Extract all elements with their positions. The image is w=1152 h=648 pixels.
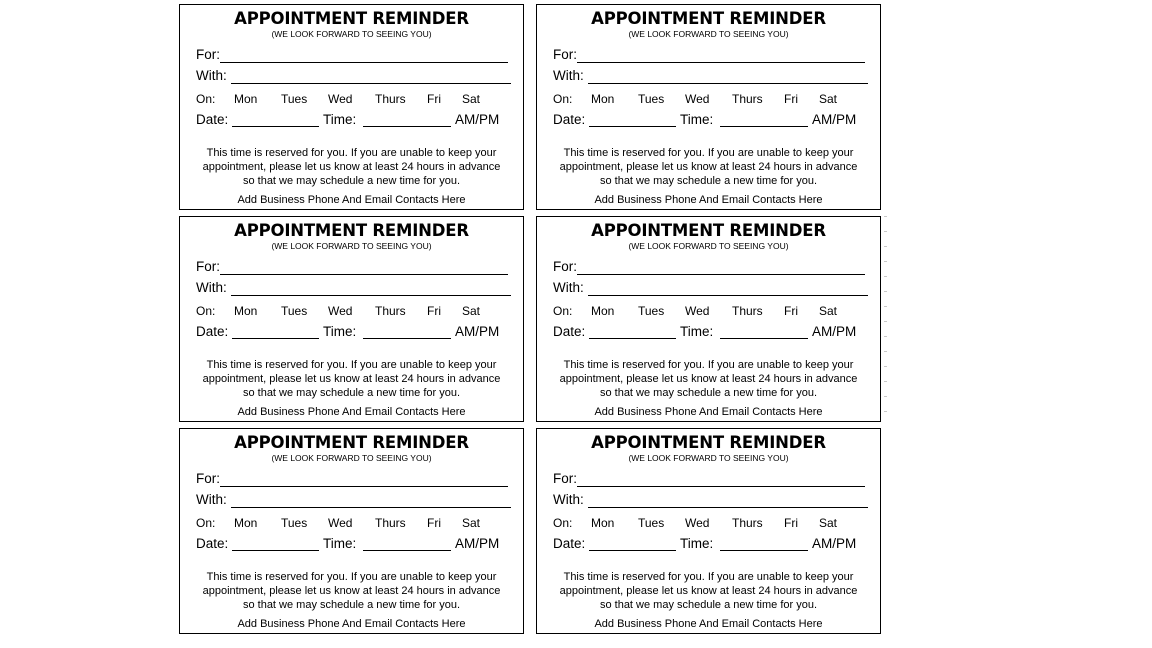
with-line[interactable]: [231, 507, 511, 508]
date-line[interactable]: [232, 338, 319, 339]
on-label: On:: [553, 92, 573, 106]
note-line: appointment, please let us know at least 24 hours in advance: [559, 373, 858, 385]
time-line[interactable]: [363, 550, 451, 551]
with-label: With:: [196, 68, 227, 83]
date-label: Date:: [196, 112, 229, 127]
time-line[interactable]: [363, 126, 451, 127]
appointment-card: [536, 216, 881, 422]
with-line[interactable]: [231, 83, 511, 84]
note-line: so that we may schedule a new time for you.: [599, 387, 818, 399]
on-label: On:: [196, 304, 216, 318]
day-wed[interactable]: Wed: [685, 516, 710, 530]
edge-mark: [884, 411, 887, 412]
appointment-card: [179, 4, 524, 210]
on-label: On:: [196, 92, 216, 106]
for-label: For:: [553, 471, 578, 486]
for-line[interactable]: [577, 486, 865, 487]
ampm-label: AM/PM: [812, 536, 857, 551]
day-thurs[interactable]: Thurs: [375, 92, 406, 106]
time-line[interactable]: [720, 126, 808, 127]
day-wed[interactable]: Wed: [328, 92, 353, 106]
with-label: With:: [553, 280, 584, 295]
edge-mark: [884, 351, 887, 352]
date-label: Date:: [196, 536, 229, 551]
card-title: APPOINTMENT REMINDER: [591, 433, 826, 452]
card-title: APPOINTMENT REMINDER: [591, 221, 826, 240]
with-label: With:: [553, 68, 584, 83]
day-fri[interactable]: Fri: [784, 304, 798, 318]
date-label: Date:: [553, 536, 586, 551]
day-thurs[interactable]: Thurs: [732, 92, 763, 106]
note-line: so that we may schedule a new time for you.: [242, 387, 461, 399]
day-wed[interactable]: Wed: [685, 92, 710, 106]
day-mon[interactable]: Mon: [234, 304, 258, 318]
note-line: so that we may schedule a new time for you.: [599, 599, 818, 611]
reservation-note: [186, 358, 517, 400]
with-label: With:: [196, 492, 227, 507]
card-subtitle: (WE LOOK FORWARD TO SEEING YOU): [628, 241, 789, 251]
on-label: On:: [196, 516, 216, 530]
with-line[interactable]: [588, 507, 868, 508]
note-line: appointment, please let us know at least 24 hours in advance: [202, 161, 501, 173]
note-line: appointment, please let us know at least 24 hours in advance: [559, 161, 858, 173]
business-contacts: Add Business Phone And Email Contacts Here: [237, 406, 466, 418]
edge-mark: [884, 321, 887, 322]
edge-mark: [884, 216, 887, 217]
with-label: With:: [196, 280, 227, 295]
day-thurs[interactable]: Thurs: [732, 516, 763, 530]
time-line[interactable]: [363, 338, 451, 339]
page-edge-marks: [884, 216, 888, 426]
day-fri[interactable]: Fri: [427, 304, 441, 318]
card-subtitle: (WE LOOK FORWARD TO SEEING YOU): [628, 29, 789, 39]
note-line: This time is reserved for you. If you are unable to keep your: [563, 571, 854, 583]
edge-mark: [884, 366, 887, 367]
day-sat[interactable]: Sat: [462, 92, 481, 106]
business-contacts: Add Business Phone And Email Contacts Here: [594, 194, 823, 206]
date-line[interactable]: [232, 550, 319, 551]
day-wed[interactable]: Wed: [685, 304, 710, 318]
for-label: For:: [196, 259, 221, 274]
day-mon[interactable]: Mon: [591, 516, 615, 530]
edge-mark: [884, 261, 887, 262]
date-label: Date:: [553, 112, 586, 127]
note-line: This time is reserved for you. If you are unable to keep your: [563, 359, 854, 371]
business-contacts: Add Business Phone And Email Contacts Here: [237, 194, 466, 206]
reservation-note: [186, 146, 517, 188]
date-line[interactable]: [589, 550, 676, 551]
ampm-label: AM/PM: [812, 324, 857, 339]
with-line[interactable]: [588, 83, 868, 84]
appointment-card: [179, 428, 524, 634]
appointment-card: [536, 4, 881, 210]
with-label: With:: [553, 492, 584, 507]
reservation-note: [543, 570, 874, 612]
with-line[interactable]: [588, 295, 868, 296]
edge-mark: [884, 306, 887, 307]
reservation-note: [186, 570, 517, 612]
card-subtitle: (WE LOOK FORWARD TO SEEING YOU): [271, 453, 432, 463]
reservation-note: [543, 146, 874, 188]
business-contacts: Add Business Phone And Email Contacts Here: [237, 618, 466, 630]
day-wed[interactable]: Wed: [328, 516, 353, 530]
on-label: On:: [553, 304, 573, 318]
day-thurs[interactable]: Thurs: [375, 516, 406, 530]
note-line: so that we may schedule a new time for you.: [599, 175, 818, 187]
time-label: Time:: [323, 536, 357, 551]
day-fri[interactable]: Fri: [427, 92, 441, 106]
date-label: Date:: [553, 324, 586, 339]
note-line: appointment, please let us know at least 24 hours in advance: [559, 585, 858, 597]
time-label: Time:: [680, 112, 714, 127]
note-line: so that we may schedule a new time for you.: [242, 599, 461, 611]
note-line: This time is reserved for you. If you are unable to keep your: [563, 147, 854, 159]
card-title: APPOINTMENT REMINDER: [234, 9, 469, 28]
for-line[interactable]: [220, 274, 508, 275]
day-sat[interactable]: Sat: [819, 92, 838, 106]
day-fri[interactable]: Fri: [784, 92, 798, 106]
edge-mark: [884, 336, 887, 337]
date-label: Date:: [196, 324, 229, 339]
day-sat[interactable]: Sat: [462, 516, 481, 530]
card-title: APPOINTMENT REMINDER: [234, 433, 469, 452]
time-label: Time:: [680, 536, 714, 551]
ampm-label: AM/PM: [455, 112, 500, 127]
note-line: appointment, please let us know at least 24 hours in advance: [202, 585, 501, 597]
for-label: For:: [196, 471, 221, 486]
day-tues[interactable]: Tues: [281, 516, 308, 530]
for-label: For:: [553, 259, 578, 274]
card-subtitle: (WE LOOK FORWARD TO SEEING YOU): [271, 29, 432, 39]
note-line: appointment, please let us know at least 24 hours in advance: [202, 373, 501, 385]
edge-mark: [884, 231, 887, 232]
day-thurs[interactable]: Thurs: [732, 304, 763, 318]
for-label: For:: [553, 47, 578, 62]
day-thurs[interactable]: Thurs: [375, 304, 406, 318]
note-line: This time is reserved for you. If you are unable to keep your: [206, 571, 497, 583]
card-title: APPOINTMENT REMINDER: [591, 9, 826, 28]
time-label: Time:: [323, 324, 357, 339]
edge-mark: [884, 291, 887, 292]
date-line[interactable]: [232, 126, 319, 127]
day-fri[interactable]: Fri: [784, 516, 798, 530]
time-label: Time:: [323, 112, 357, 127]
date-line[interactable]: [589, 126, 676, 127]
day-mon[interactable]: Mon: [234, 516, 258, 530]
time-line[interactable]: [720, 550, 808, 551]
note-line: so that we may schedule a new time for you.: [242, 175, 461, 187]
edge-mark: [884, 276, 887, 277]
ampm-label: AM/PM: [812, 112, 857, 127]
note-line: This time is reserved for you. If you are unable to keep your: [206, 359, 497, 371]
on-label: On:: [553, 516, 573, 530]
day-mon[interactable]: Mon: [591, 304, 615, 318]
edge-mark: [884, 246, 887, 247]
day-fri[interactable]: Fri: [427, 516, 441, 530]
ampm-label: AM/PM: [455, 324, 500, 339]
day-tues[interactable]: Tues: [638, 92, 665, 106]
with-line[interactable]: [231, 295, 511, 296]
for-line[interactable]: [220, 62, 508, 63]
for-line[interactable]: [220, 486, 508, 487]
business-contacts: Add Business Phone And Email Contacts Here: [594, 406, 823, 418]
card-subtitle: (WE LOOK FORWARD TO SEEING YOU): [628, 453, 789, 463]
day-tues[interactable]: Tues: [281, 92, 308, 106]
day-mon[interactable]: Mon: [591, 92, 615, 106]
edge-mark: [884, 381, 887, 382]
appointment-card: [179, 216, 524, 422]
business-contacts: Add Business Phone And Email Contacts Here: [594, 618, 823, 630]
reservation-note: [543, 358, 874, 400]
date-line[interactable]: [589, 338, 676, 339]
day-mon[interactable]: Mon: [234, 92, 258, 106]
for-line[interactable]: [577, 274, 865, 275]
day-tues[interactable]: Tues: [281, 304, 308, 318]
time-line[interactable]: [720, 338, 808, 339]
appointment-card: [536, 428, 881, 634]
edge-mark: [884, 396, 887, 397]
card-subtitle: (WE LOOK FORWARD TO SEEING YOU): [271, 241, 432, 251]
day-sat[interactable]: Sat: [462, 304, 481, 318]
ampm-label: AM/PM: [455, 536, 500, 551]
for-line[interactable]: [577, 62, 865, 63]
day-sat[interactable]: Sat: [819, 304, 838, 318]
day-sat[interactable]: Sat: [819, 516, 838, 530]
day-tues[interactable]: Tues: [638, 516, 665, 530]
note-line: This time is reserved for you. If you are unable to keep your: [206, 147, 497, 159]
for-label: For:: [196, 47, 221, 62]
day-tues[interactable]: Tues: [638, 304, 665, 318]
card-title: APPOINTMENT REMINDER: [234, 221, 469, 240]
day-wed[interactable]: Wed: [328, 304, 353, 318]
time-label: Time:: [680, 324, 714, 339]
